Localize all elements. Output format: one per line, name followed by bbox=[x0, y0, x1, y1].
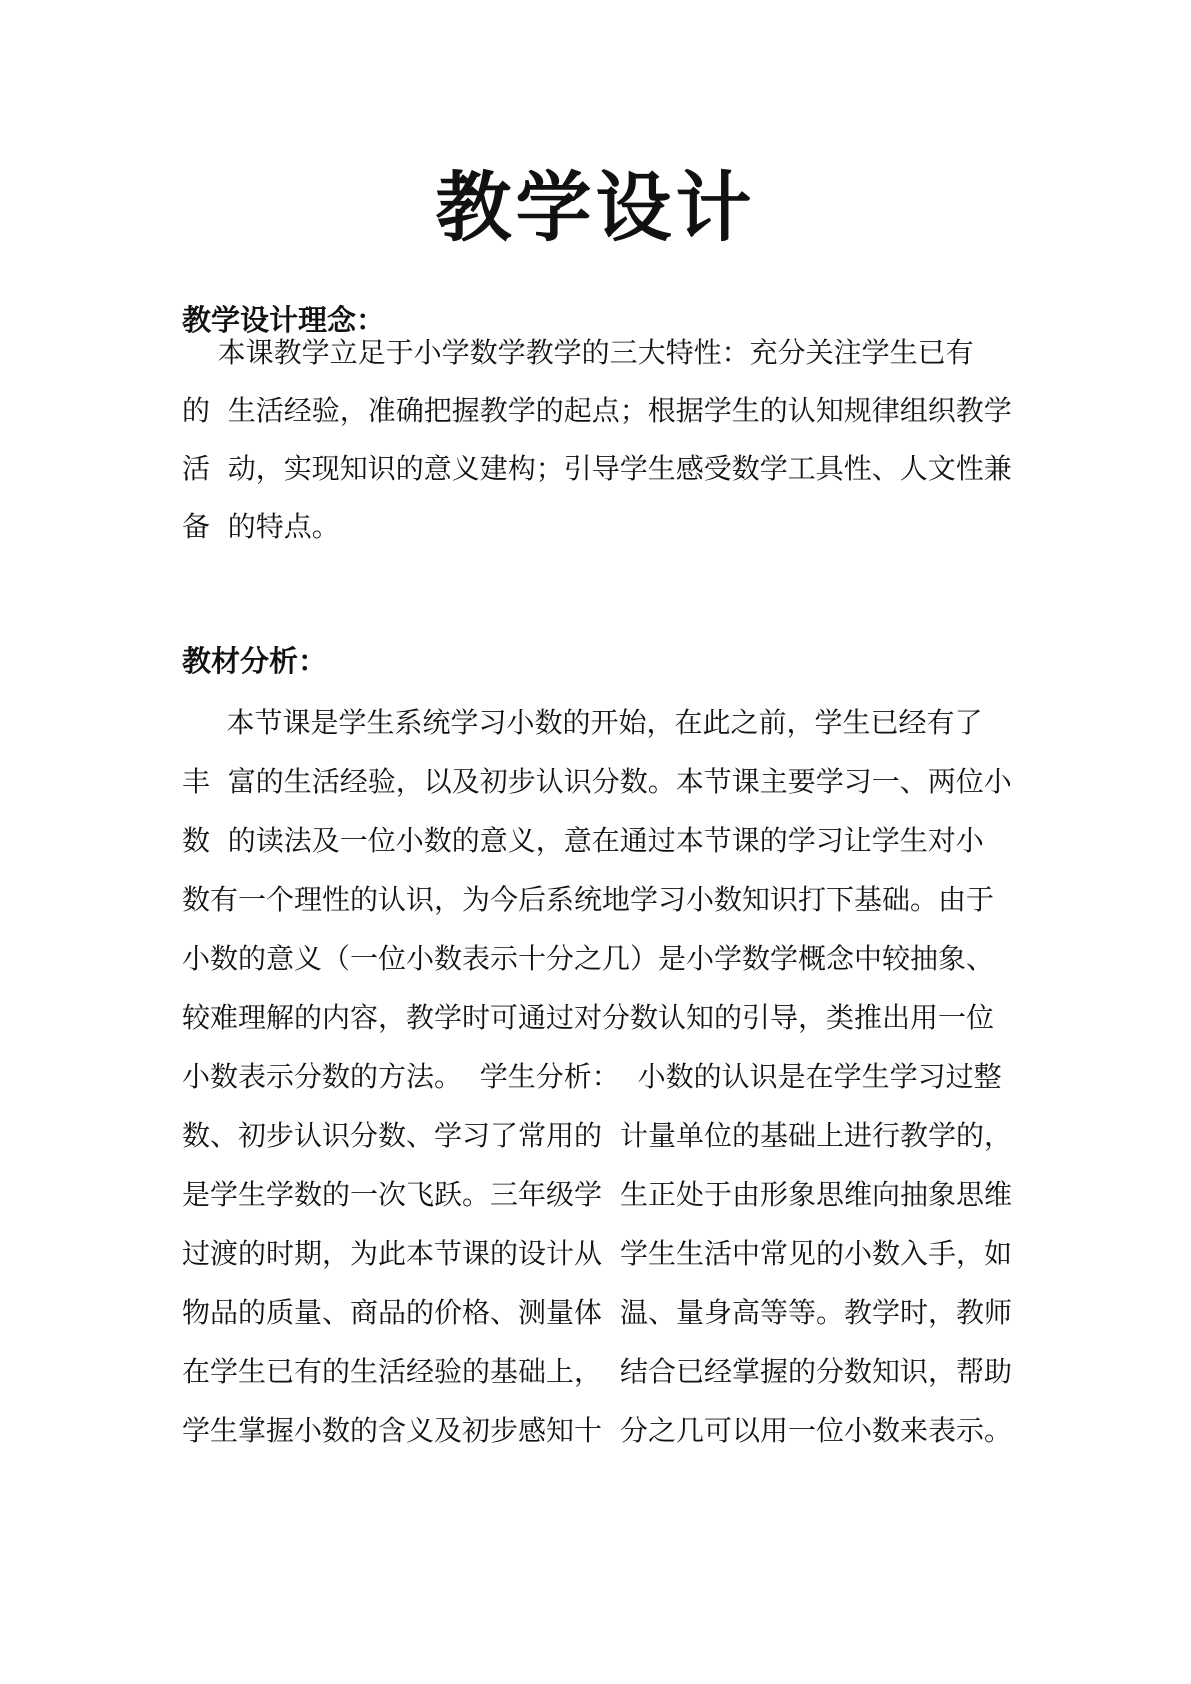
column-text-left: 在学生已有的生活经验的基础上， bbox=[182, 1355, 603, 1388]
paragraph-line: 小数表示分数的方法。 学生分析： 小数的认识是在学生学习过整 bbox=[182, 1060, 1002, 1093]
column-text-right: 计量单位的基础上进行教学的， bbox=[620, 1119, 1013, 1152]
paragraph-line: 本节课是学生系统学习小数的开始，在此之前，学生已经有了 bbox=[182, 706, 983, 739]
paragraph-line: 的 生活经验，准确把握教学的起点；根据学生的认知规律组织教学 bbox=[182, 394, 1012, 427]
column-text-left: 学生掌握小数的含义及初步感知十 bbox=[182, 1414, 603, 1447]
paragraph-line: 活 动，实现知识的意义建构；引导学生感受数学工具性、人文性兼 bbox=[182, 452, 1012, 485]
section-heading-material-analysis: 教材分析： bbox=[182, 644, 328, 678]
paragraph-line: 备 的特点。 bbox=[182, 510, 340, 543]
paragraph-line: 较难理解的内容，教学时可通过对分数认知的引导，类推出用一位 bbox=[182, 1001, 995, 1034]
column-text-right: 分之几可以用一位小数来表示。 bbox=[620, 1414, 1013, 1447]
paragraph-line: 本课教学立足于小学数学教学的三大特性：充分关注学生已有 bbox=[182, 336, 974, 369]
column-text-left: 数、初步认识分数、学习了常用的 bbox=[182, 1119, 603, 1152]
column-text-right: 生正处于由形象思维向抽象思维 bbox=[620, 1178, 1013, 1211]
column-text-right: 温、量身高等等。教学时，教师 bbox=[620, 1296, 1013, 1329]
paragraph-line: 小数的意义（一位小数表示十分之几）是小学数学概念中较抽象、 bbox=[182, 942, 995, 975]
paragraph-line: 丰 富的生活经验，以及初步认识分数。本节课主要学习一、两位小 bbox=[182, 765, 1012, 798]
section-heading-design-concept: 教学设计理念： bbox=[182, 303, 386, 337]
column-text-left: 过渡的时期，为此本节课的设计从 bbox=[182, 1237, 603, 1270]
paragraph-line: 数 的读法及一位小数的意义，意在通过本节课的学习让学生对小 bbox=[182, 824, 984, 857]
paragraph-line: 数有一个理性的认识，为今后系统地学习小数知识打下基础。由于 bbox=[182, 883, 995, 916]
column-text-right: 学生生活中常见的小数入手，如 bbox=[620, 1237, 1013, 1270]
column-text-left: 物品的质量、商品的价格、测量体 bbox=[182, 1296, 603, 1329]
document-title: 教学设计 bbox=[435, 163, 756, 252]
column-text-right: 结合已经掌握的分数知识，帮助 bbox=[620, 1355, 1013, 1388]
column-text-left: 是学生学数的一次飞跃。三年级学 bbox=[182, 1178, 603, 1211]
